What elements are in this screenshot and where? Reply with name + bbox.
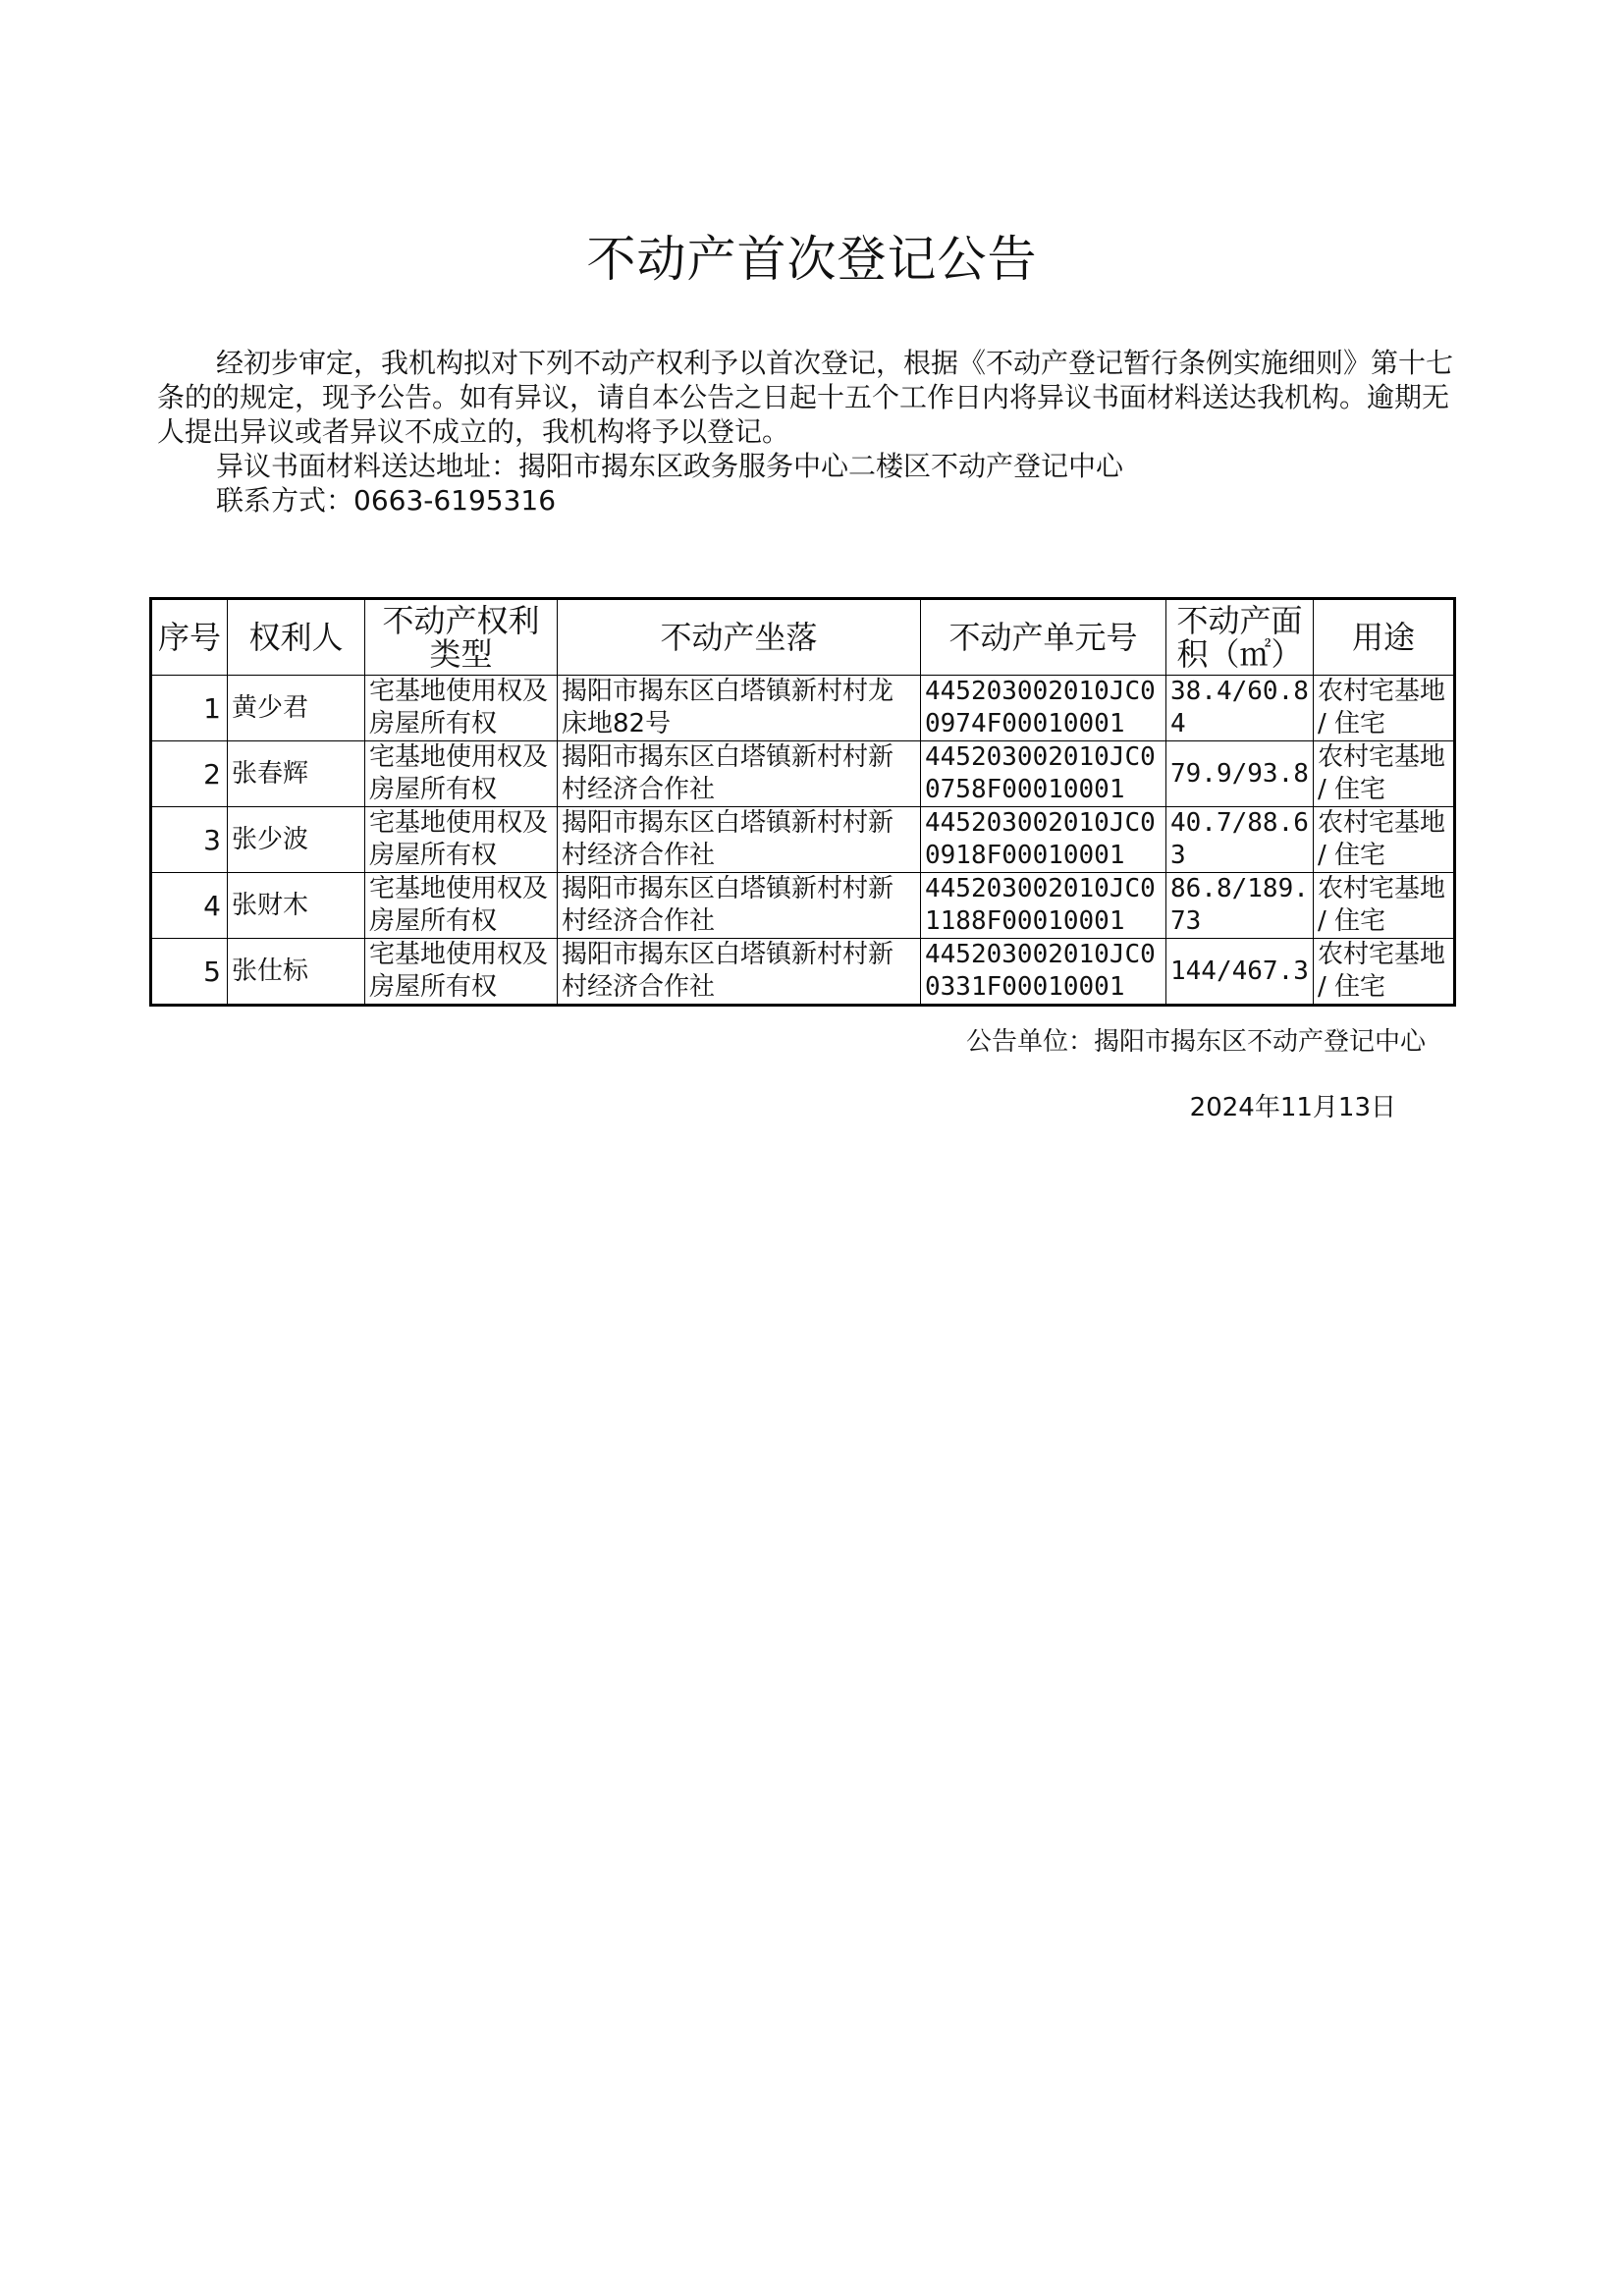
cell-type: 宅基地使用权及房屋所有权	[365, 807, 558, 873]
cell-area: 86.8/189.73	[1166, 873, 1314, 939]
objection-address: 异议书面材料送达地址：揭阳市揭东区政务服务中心二楼区不动产登记中心	[216, 450, 1124, 482]
table-header-row	[151, 599, 1455, 676]
contact-info: 联系方式：0663-6195316	[216, 484, 557, 517]
cell-no: 2	[151, 741, 228, 807]
cell-area: 38.4/60.84	[1166, 676, 1314, 741]
cell-type: 宅基地使用权及房屋所有权	[365, 873, 558, 939]
header-type: 不动产权利类型	[365, 599, 558, 676]
notice-title: 不动产首次登记公告	[586, 231, 1038, 288]
cell-area: 144/467.3	[1166, 939, 1314, 1006]
cell-unit: 445203002010JC00974F00010001	[921, 676, 1166, 741]
cell-usage: 农村宅基地 / 住宅	[1314, 939, 1455, 1006]
cell-type: 宅基地使用权及房屋所有权	[365, 939, 558, 1006]
cell-unit: 445203002010JC00758F00010001	[921, 741, 1166, 807]
cell-no: 3	[151, 807, 228, 873]
table-row	[151, 741, 1455, 807]
cell-no: 4	[151, 873, 228, 939]
table-row	[151, 939, 1455, 1006]
cell-owner: 张少波	[228, 807, 365, 873]
cell-owner: 张仕标	[228, 939, 365, 1006]
cell-usage: 农村宅基地 / 住宅	[1314, 807, 1455, 873]
cell-no: 5	[151, 939, 228, 1006]
cell-type: 宅基地使用权及房屋所有权	[365, 741, 558, 807]
cell-type: 宅基地使用权及房屋所有权	[365, 676, 558, 741]
cell-owner: 张财木	[228, 873, 365, 939]
cell-area: 79.9/93.8	[1166, 741, 1314, 807]
intro-paragraph: 经初步审定，我机构拟对下列不动产权利予以首次登记，根据《不动产登记暂行条例实施细则》第十七条的的规定，现予公告。如有异议，请自本公告之日起十五个工作日内将异议书面材料送达我机构。逾期无人提出异议或者异议不成立的，我机构将予以登记。	[157, 347, 1454, 448]
cell-unit: 445203002010JC01188F00010001	[921, 873, 1166, 939]
header-usage: 用途	[1314, 599, 1455, 676]
cell-location: 揭阳市揭东区白塔镇新村村新村经济合作社	[558, 873, 921, 939]
header-owner: 权利人	[228, 599, 365, 676]
table-row	[151, 807, 1455, 873]
header-unit: 不动产单元号	[921, 599, 1166, 676]
header-area: 不动产面积（㎡）	[1166, 599, 1314, 676]
cell-unit: 445203002010JC00331F00010001	[921, 939, 1166, 1006]
cell-location: 揭阳市揭东区白塔镇新村村新村经济合作社	[558, 741, 921, 807]
cell-no: 1	[151, 676, 228, 741]
issuer: 公告单位：揭阳市揭东区不动产登记中心	[965, 1027, 1426, 1057]
cell-location: 揭阳市揭东区白塔镇新村村龙床地82号	[558, 676, 921, 741]
cell-owner: 张春辉	[228, 741, 365, 807]
cell-owner: 黄少君	[228, 676, 365, 741]
cell-area: 40.7/88.63	[1166, 807, 1314, 873]
cell-usage: 农村宅基地 / 住宅	[1314, 741, 1455, 807]
table-row	[151, 873, 1455, 939]
registration-table	[149, 597, 1456, 1007]
cell-unit: 445203002010JC00918F00010001	[921, 807, 1166, 873]
table-row	[151, 676, 1455, 741]
cell-location: 揭阳市揭东区白塔镇新村村新村经济合作社	[558, 807, 921, 873]
issue-date: 2024年11月13日	[1189, 1093, 1396, 1122]
header-no: 序号	[151, 599, 228, 676]
notice-intro	[157, 346, 1453, 518]
cell-location: 揭阳市揭东区白塔镇新村村新村经济合作社	[558, 939, 921, 1006]
cell-usage: 农村宅基地 / 住宅	[1314, 676, 1455, 741]
header-location: 不动产坐落	[558, 599, 921, 676]
cell-usage: 农村宅基地 / 住宅	[1314, 873, 1455, 939]
